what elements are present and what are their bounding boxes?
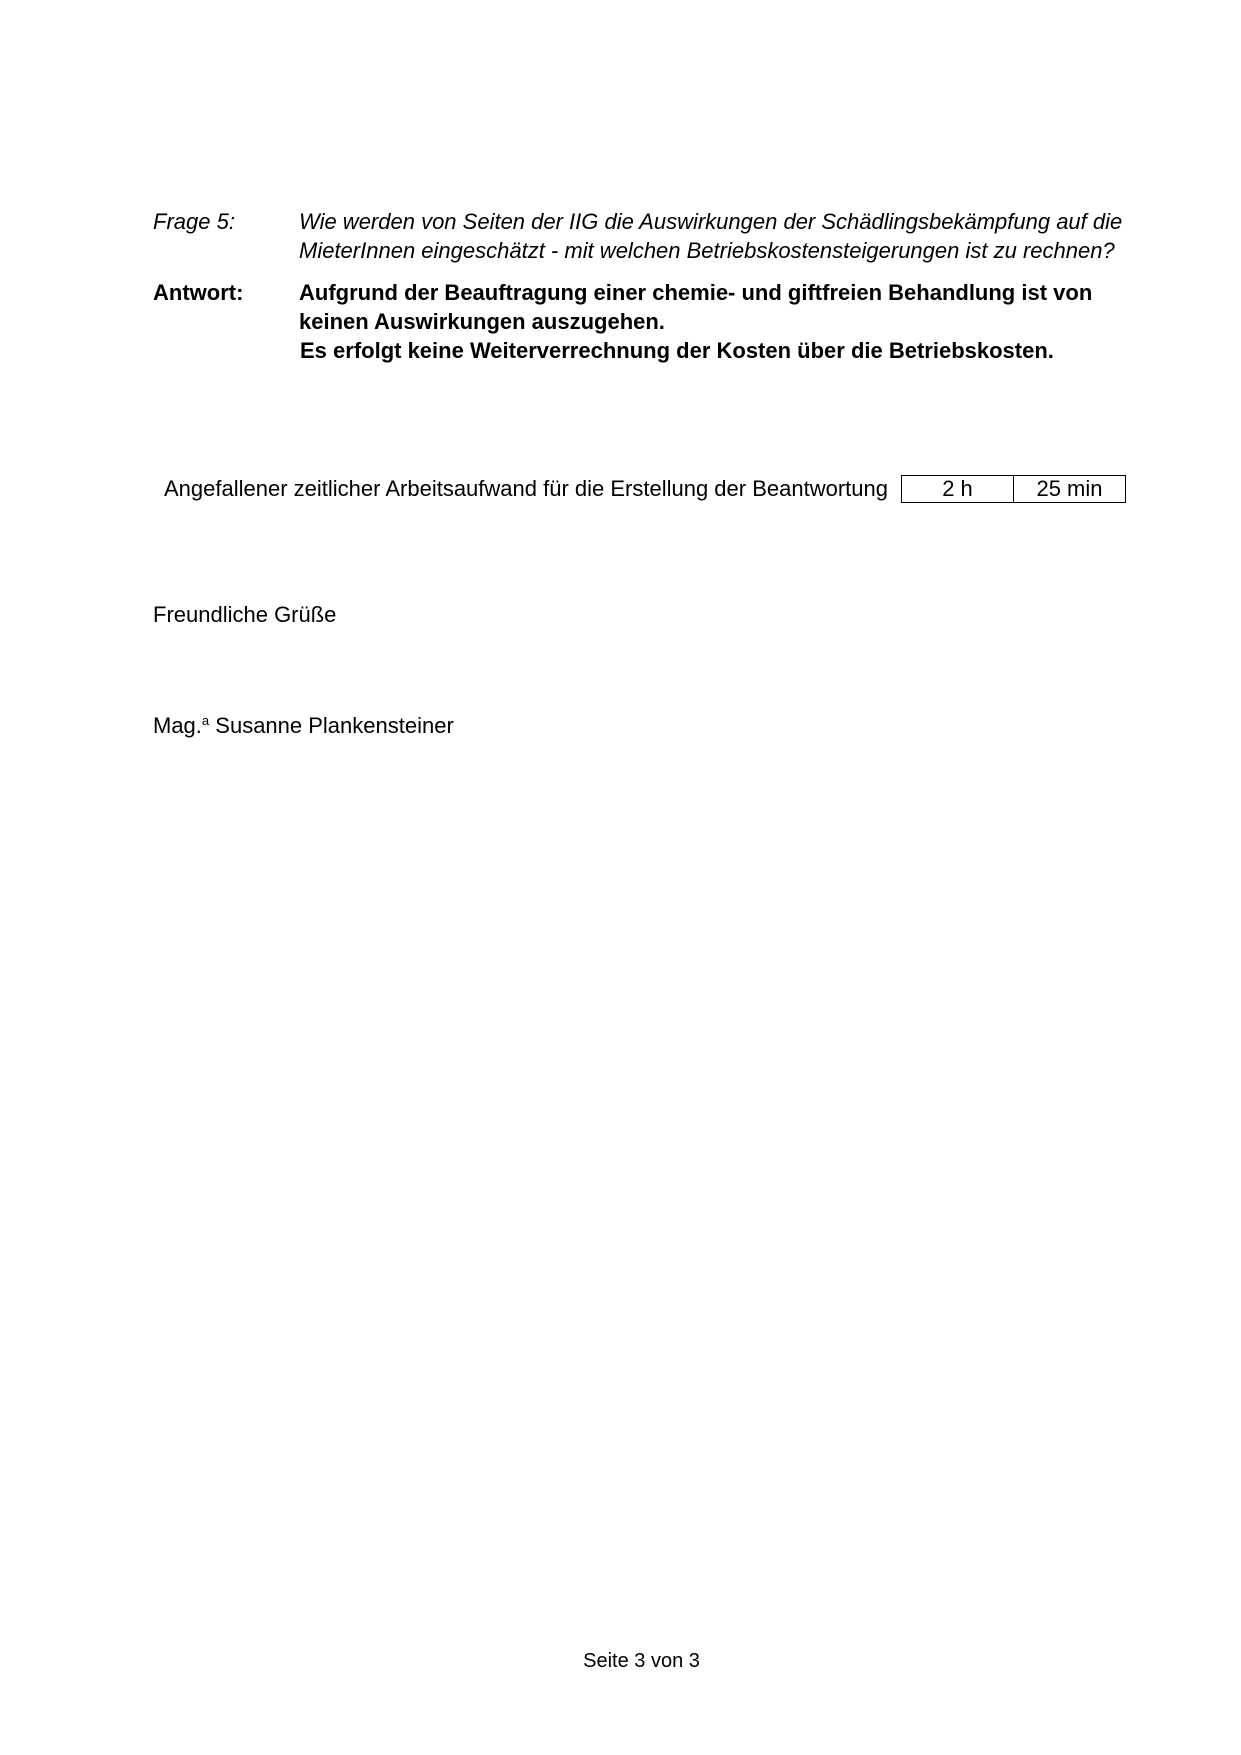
- answer-label: Antwort:: [153, 280, 244, 305]
- question-text: Wie werden von Seiten der IIG die Auswirkungen der Schädlingsbekämpfung auf die MieterInnen eingeschätzt - mit welchen Betriebskostensteigerungen ist zu rechnen?: [299, 209, 1123, 263]
- work-effort-label: Angefallener zeitlicher Arbeitsaufwand für die Erstellung der Beantwortung: [164, 476, 888, 501]
- answer-line-2: Es erfolgt keine Weiterverrechnung der Kosten über die Betriebskosten.: [300, 338, 1054, 363]
- academic-title: Mag.: [153, 713, 202, 738]
- page-number-footer: Seite 3 von 3: [583, 1650, 700, 1672]
- answer-row: [153, 278, 1138, 365]
- signer-name: Susanne Plankensteiner: [215, 713, 454, 738]
- question-row: [153, 207, 1138, 265]
- question-label: Frage 5:: [153, 209, 235, 234]
- work-effort-table: [901, 475, 1126, 503]
- question-answer-section: [153, 207, 1138, 365]
- work-effort-hours: 2 h: [942, 476, 973, 501]
- closing-greeting: Freundliche Grüße: [153, 602, 337, 627]
- answer-text: [299, 278, 1138, 365]
- signature-name: [153, 712, 454, 740]
- academic-title-superscript: a: [201, 713, 210, 728]
- answer-line-1: Aufgrund der Beauftragung einer chemie- und giftfreien Behandlung ist von keinen Auswirkungen auszugehen.: [299, 280, 1093, 334]
- work-effort-minutes: 25 min: [1013, 476, 1125, 502]
- work-effort-row: [164, 475, 1126, 503]
